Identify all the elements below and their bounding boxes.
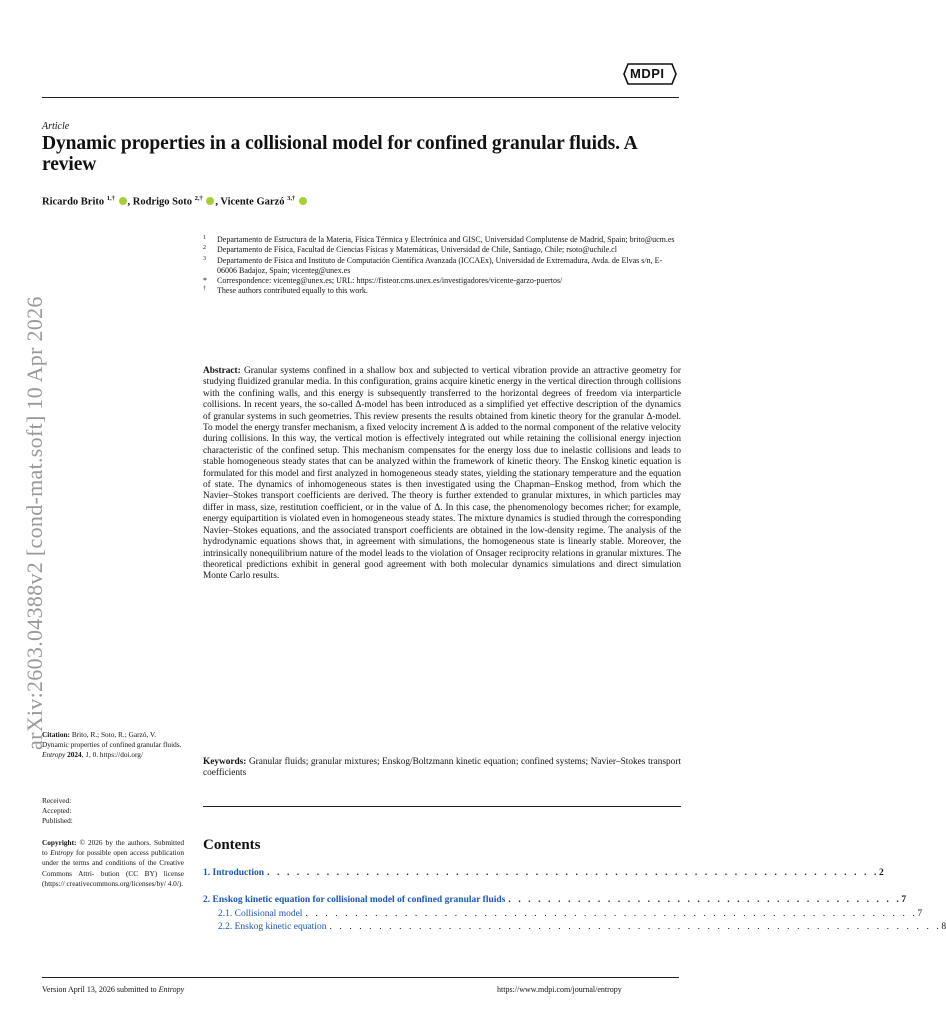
accepted-label: Accepted: xyxy=(42,806,72,816)
copyright-journal: Entropy xyxy=(50,848,74,858)
equal-contribution-note xyxy=(203,286,681,296)
citation-volume: 1 xyxy=(85,750,89,760)
author-affil-marker: 2,† xyxy=(194,195,203,202)
footer-journal: Entropy xyxy=(158,985,185,994)
toc-entry-collisional-model[interactable] xyxy=(218,909,923,920)
orcid-icon[interactable] xyxy=(119,197,127,205)
correspondence-marker: * xyxy=(203,276,207,286)
affiliation-marker: 2 xyxy=(203,245,206,252)
author-list: Ricardo Brito $^{1,\dagger}$ , Rodrigo Soto $^{2,\dagger}$ , Vicente Garzó $^{3,\dagger}$ xyxy=(42,195,308,208)
affiliation-item xyxy=(203,235,681,245)
affiliations xyxy=(203,235,681,297)
toc-leader-dots: . . . . . . . . . . . . . . . . . . . . . . . . . . . . . . . . . . . . . . . . . . . . . . . . . . . . . . . . . . . . . . xyxy=(329,922,942,932)
toc-entry-introduction[interactable] xyxy=(203,868,884,879)
copyright-block xyxy=(42,838,184,889)
dates-block xyxy=(42,796,184,827)
affiliation-marker: 3 xyxy=(203,255,206,262)
toc-entry-label[interactable]: 1. Introduction xyxy=(203,868,267,879)
correspondence-item xyxy=(203,276,681,286)
citation-authors: Brito, R.; Soto, R.; Garzó, V. Dynamic properties of confined granular fluids. xyxy=(42,730,182,750)
abstract-text: Granular systems confined in a shallow box and subjected to vertical vibration provide an attractive geometry for studying fluidized granular media. In this configuration, grains acquire kinetic energy in the vertical direction through collisions with the confining walls, and this energy is subsequently transferred to the horizontal degrees of freedom via interparticle collisions. In recent years, the so-called Δ-model has been introduced as a simplified yet effective description of the dynamics of granular systems in such geometries. This review presents the results obtained from kinetic theory for the granular Δ-model. To model the energy transfer mechanism, a fixed velocity increment Δ is added to the normal component of the relative velocity during collisions. In this way, the vertical motion is effectively integrated out while retaining the collisional energy injection characteristic of the confined setup. This mechanism compensates for the energy loss due to inelastic collisions and leads to stable homogeneous steady states that can be analyzed within the framework of kinetic theory. The Enskog kinetic equation is formulated for this model and first analyzed in homogeneous steady states, yielding the stationary temperature and the equation of state. The dynamics of inhomogeneous states is then investigated using the Chapman–Enskog method, from which the Navier–Stokes transport coefficients are derived. The theory is further extended to granular mixtures, in which particles may differ in mass, size, restitution coefficient, or in the value of Δ. In this case, the phenomenology becomes richer; for example, energy equipartition is violated even in homogeneous steady states. The mixture dynamics is studied through the corresponding Navier–Stokes equations, and the associated transport coefficients are obtained in the low-density regime. The analysis of the hydrodynamic equations shows that, in agreement with simulations, the homogeneous state is linearly stable. Moreover, the intrinsically nonequilibrium nature of the model leads to the violation of Onsager reciprocity relations in granular mixtures. The theoretical predictions exhibit in general good agreement with both molecular dynamics simulations and direct simulation Monte Carlo results. xyxy=(203,366,682,582)
header-rule xyxy=(42,97,679,98)
toc-entry-label[interactable]: 2.1. Collisional model xyxy=(218,909,305,920)
toc-leader-dots: . . . . . . . . . . . . . . . . . . . . . . . . . . . . . . . . . . . . . . . . . . . . . . . . . . . . . . . . . . . . . . xyxy=(267,868,879,878)
keywords-label: Keywords: xyxy=(203,757,247,767)
correspondence-text: Correspondence: vicenteg@unex.es; URL: https://fisteor.cms.unex.es/investigadores/vicente-garzo-puertos/ xyxy=(217,276,563,286)
copyright-text: © 2026 by the authors. Submitted to xyxy=(42,838,184,858)
article-type: Article xyxy=(42,121,70,132)
footer-version xyxy=(42,985,184,994)
affiliation-text: Departamento de Física, Facultad de Ciencias Físicas y Matemáticas, Universidad de Chile, Santiago, Chile; rsoto@uchile.cl xyxy=(217,245,617,255)
citation-label: Citation: xyxy=(42,730,70,739)
toc-page-number: 2 xyxy=(879,868,884,878)
citation-year: 2024 xyxy=(67,750,82,760)
equal-contribution-text: These authors contributed equally to this work. xyxy=(217,286,368,296)
mdpi-logo xyxy=(622,60,678,88)
copyright-license[interactable]: for possible open access publication under the terms and conditions of the Creative Commons Attri- bution (CC BY) license (https:// creativecommons.org/licenses/by/ 4.0/). xyxy=(42,848,184,888)
author-affil-marker: 3,† xyxy=(287,195,296,202)
author-name: Ricardo Brito xyxy=(42,196,105,208)
copyright-label: Copyright: xyxy=(42,838,77,847)
contents-title: Contents xyxy=(203,837,261,853)
toc-leader-dots: . . . . . . . . . . . . . . . . . . . . . . . . . . . . . . . . . . . . . . . . . . . . . . . . . . . . . . . . . . . . . . xyxy=(305,909,918,919)
footer-journal-url[interactable]: https://www.mdpi.com/journal/entropy xyxy=(497,985,622,994)
affiliation-text: Departamento de Física and Instituto de Computación Científica Avanzada (ICCAEx), Universidad de Extremadura, Avda. de Elvas s/n, E-06006 Badajoz, Spain; vicenteg@unex.es xyxy=(217,255,663,275)
affiliation-item xyxy=(203,256,681,277)
keywords-text: Granular fluids; granular mixtures; Enskog/Boltzmann kinetic equation; confined systems; Navier–Stokes transport coefficients xyxy=(203,757,682,779)
arxiv-stamp: arXiv:2603.04388v2 [cond-mat.soft] 10 Apr 2026 xyxy=(22,296,47,750)
orcid-icon[interactable] xyxy=(206,197,214,205)
toc-page-number: 7 xyxy=(917,909,923,919)
equal-contribution-marker: † xyxy=(203,286,206,293)
toc-leader-dots: . . . . . . . . . . . . . . . . . . . . . . . . . . . . . . . . . . . . . . . . xyxy=(508,895,902,905)
abstract-label: Abstract: xyxy=(203,366,241,376)
citation-block: Citation: Brito, R.; Soto, R.; Garzó, V. Dynamic properties of confined granular fluids. Entropy 2024, 1, 0. https://doi.org/ xyxy=(42,730,182,760)
toc-page-number: 7 xyxy=(901,895,907,905)
author-affil-marker: 1,† xyxy=(106,195,115,202)
toc-entry-label[interactable]: 2. Enskog kinetic equation for collisional model of confined granular fluids xyxy=(203,895,508,906)
keywords xyxy=(203,757,681,780)
footer-version-text: Version April 13, 2026 submitted to xyxy=(42,985,157,994)
abstract xyxy=(203,366,681,583)
toc-entry-label[interactable]: 2.2. Enskog kinetic equation xyxy=(218,922,329,933)
toc-entry-enskog-equation[interactable] xyxy=(218,922,946,933)
citation-doi[interactable]: , 0. https://doi.org/ xyxy=(88,750,143,760)
affiliation-text: Departamento de Estructura de la Materia, Física Térmica y Electrónica and GISC, Universidad Complutense de Madrid, Spain; brito@ucm.es xyxy=(217,235,675,244)
section-rule xyxy=(203,806,681,807)
published-label: Published: xyxy=(42,816,73,826)
orcid-icon[interactable] xyxy=(299,197,307,205)
affiliation-item xyxy=(203,245,681,255)
toc-page-number: 8 xyxy=(941,922,946,932)
footer-rule xyxy=(42,977,679,978)
author-name: Rodrigo Soto xyxy=(132,196,192,208)
paper-title: Dynamic properties in a collisional model for confined granular fluids. A review xyxy=(42,133,637,175)
received-label: Received: xyxy=(42,796,72,805)
mdpi-logo-text: MDPI xyxy=(630,66,665,81)
author-name: Vicente Garzó xyxy=(220,196,285,208)
toc-entry-section-2[interactable] xyxy=(203,895,907,906)
citation-journal: Entropy xyxy=(42,750,66,760)
affiliation-marker: 1 xyxy=(203,235,206,241)
